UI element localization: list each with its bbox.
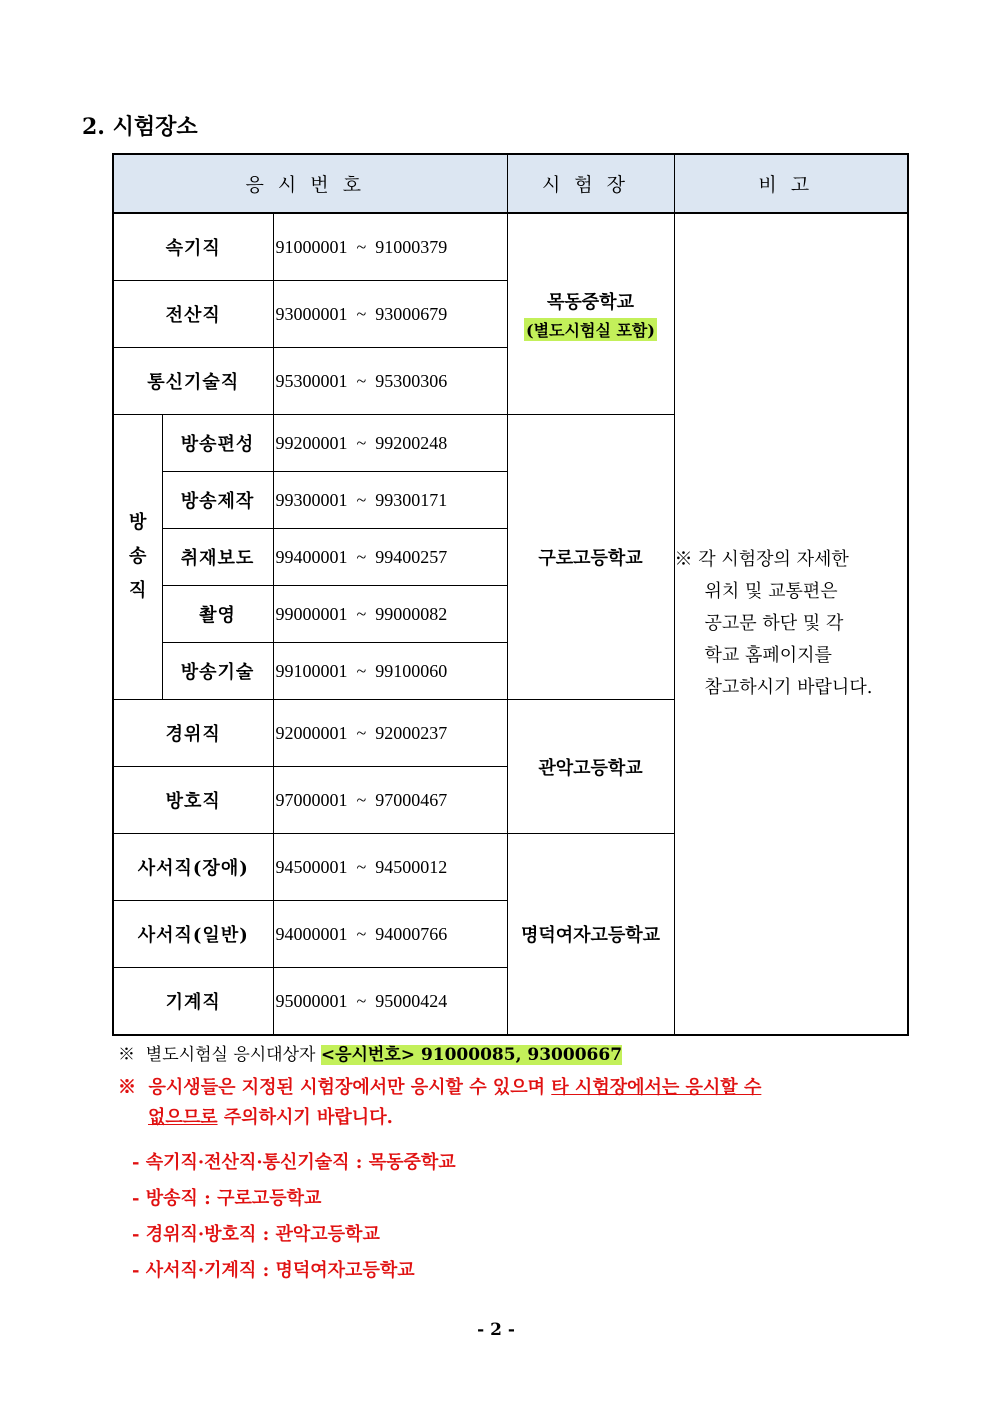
number-range: 99300001 ~ 99300171	[273, 472, 507, 529]
number-range: 99400001 ~ 99400257	[273, 529, 507, 586]
number-range: 99200001 ~ 99200248	[273, 415, 507, 472]
job-title: 방송제작	[162, 472, 273, 529]
header-exam-number: 응시번호	[113, 154, 507, 213]
header-remark: 비고	[674, 154, 908, 213]
section-heading: 2. 시험장소	[82, 114, 198, 140]
separate-room-note: ※ 별도시험실 응시대상자 <응시번호> 91000085, 93000667	[118, 1045, 623, 1065]
number-range: 95300001 ~ 95300306	[273, 348, 507, 415]
number-range: 93000001 ~ 93000679	[273, 281, 507, 348]
table-header-row	[113, 154, 908, 213]
warning-note: ※ 응시생들은 지정된 시험장에서만 응시할 수 있으며 타 시험장에서는 응시할 수 없으므로 주의하시기 바랍니다.	[118, 1077, 762, 1128]
list-item: - 경위직·방호직 : 관악고등학교	[132, 1224, 380, 1245]
remark-line: 참고하시기 바랍니다.	[704, 677, 873, 698]
list-item: - 속기직·전산직·통신기술직 : 목동중학교	[132, 1152, 456, 1173]
job-title: 취재보도	[162, 529, 273, 586]
job-title: 방호직	[113, 767, 273, 834]
venue-summary-list	[132, 1148, 456, 1292]
job-title: 촬영	[162, 586, 273, 643]
venue-name: 목동중학교	[547, 291, 634, 313]
page-number: - 2 -	[477, 1320, 515, 1340]
venue-name: 명덕여자고등학교	[507, 834, 674, 1036]
remark-line: 공고문 하단 및 각	[704, 613, 844, 634]
number-range: 91000001 ~ 91000379	[273, 213, 507, 281]
list-item: - 사서직·기계직 : 명덕여자고등학교	[132, 1260, 415, 1281]
number-range: 94500001 ~ 94500012	[273, 834, 507, 901]
venue-name: 구로고등학교	[507, 415, 674, 700]
job-title: 속기직	[113, 213, 273, 281]
number-range: 94000001 ~ 94000766	[273, 901, 507, 968]
table-row	[113, 213, 908, 281]
number-range: 99100001 ~ 99100060	[273, 643, 507, 700]
job-title: 경위직	[113, 700, 273, 767]
job-title: 사서직(장애)	[113, 834, 273, 901]
job-title: 전산직	[113, 281, 273, 348]
job-title: 방송기술	[162, 643, 273, 700]
venue-name: 관악고등학교	[507, 700, 674, 834]
job-title: 방송편성	[162, 415, 273, 472]
venue-cell	[507, 213, 674, 415]
venue-subnote: (별도시험실 포함)	[524, 318, 657, 341]
remark-line: ※ 각 시험장의 자세한	[674, 549, 849, 570]
remark-line: 위치 및 교통편은	[704, 581, 838, 602]
remark-line: 학교 홈페이지를	[704, 645, 832, 666]
list-item: - 방송직 : 구로고등학교	[132, 1188, 322, 1209]
notes-block	[118, 1040, 910, 1133]
broadcast-group-label: 방 송 직	[113, 415, 162, 700]
remark-cell	[674, 213, 908, 1035]
separate-room-numbers: <응시번호> 91000085, 93000667	[320, 1045, 623, 1065]
exam-venue-table	[112, 153, 909, 1036]
job-title: 통신기술직	[113, 348, 273, 415]
number-range: 99000001 ~ 99000082	[273, 586, 507, 643]
header-venue: 시험장	[507, 154, 674, 213]
job-title: 사서직(일반)	[113, 901, 273, 968]
number-range: 95000001 ~ 95000424	[273, 968, 507, 1036]
number-range: 97000001 ~ 97000467	[273, 767, 507, 834]
job-title: 기계직	[113, 968, 273, 1036]
number-range: 92000001 ~ 92000237	[273, 700, 507, 767]
